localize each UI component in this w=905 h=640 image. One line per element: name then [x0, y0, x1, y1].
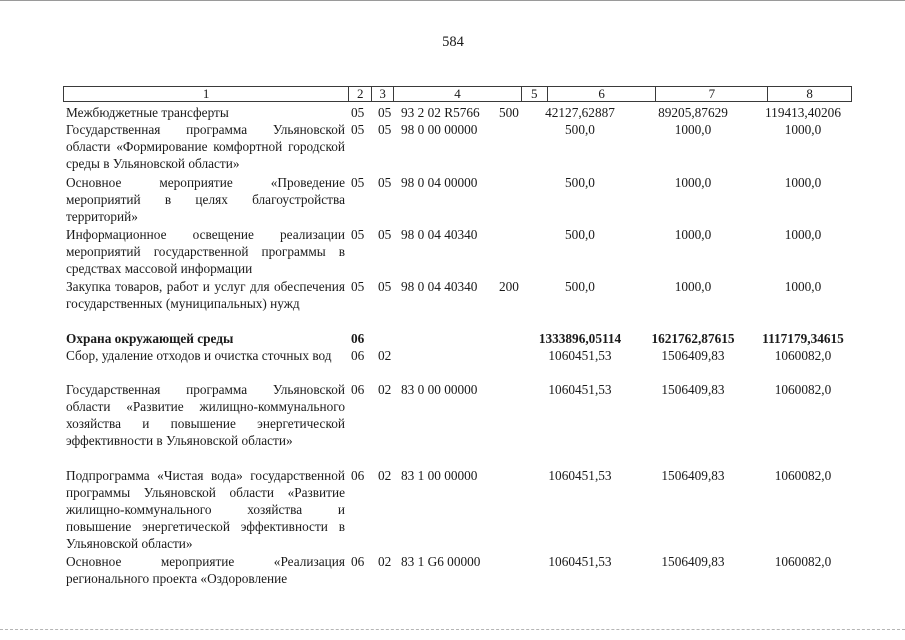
row-amount-3: 1000,0 — [784, 227, 822, 242]
row-name: Сбор, удаление отходов и очистка сточных вод — [66, 348, 332, 363]
row-name: Закупка товаров, работ и услуг для обеспечения государственных (муниципальных) нужд — [66, 279, 345, 311]
row-target-code: 98 0 04 00000 — [401, 175, 478, 190]
row-amount-1: 1060451,53 — [548, 382, 612, 397]
row-amount-3: 1060082,0 — [774, 348, 832, 363]
row-amount-1: 500,0 — [565, 122, 595, 137]
row-amount-2: 1000,0 — [674, 227, 712, 242]
row-amount-1: 1060451,53 — [548, 348, 612, 363]
row-amount-1: 1333896,05114 — [538, 331, 622, 346]
row-amount-2: 1506409,83 — [661, 348, 725, 363]
row-amount-1: 1060451,53 — [548, 468, 612, 483]
row-target-code: 93 2 02 R5766 — [401, 105, 480, 120]
row-amount-1: 500,0 — [565, 279, 595, 294]
row-amount-2: 1000,0 — [674, 279, 712, 294]
row-amount-1: 500,0 — [565, 227, 595, 242]
row-section: 06 — [351, 554, 365, 569]
row-section: 05 — [351, 105, 365, 120]
row-amount-2: 1000,0 — [674, 122, 712, 137]
row-subsection: 05 — [378, 175, 392, 190]
row-target-code: 83 0 00 00000 — [401, 382, 478, 397]
row-amount-1: 1060451,53 — [548, 554, 612, 569]
row-subsection: 02 — [378, 382, 392, 397]
row-amount-2: 1506409,83 — [661, 554, 725, 569]
row-subsection: 05 — [378, 122, 392, 137]
row-section: 06 — [351, 331, 365, 346]
row-section: 06 — [351, 468, 365, 483]
row-amount-3: 1000,0 — [784, 279, 822, 294]
row-amount-2: 1506409,83 — [661, 382, 725, 397]
header-col-4: 4 — [394, 87, 522, 101]
row-section: 05 — [351, 227, 365, 242]
row-target-code: 98 0 04 40340 — [401, 227, 478, 242]
row-name: Межбюджетные трансферты — [66, 105, 229, 120]
row-name: Основное мероприятие «Реализация регионального проекта «Оздоровление — [66, 554, 345, 586]
row-amount-3: 1000,0 — [784, 122, 822, 137]
row-target-code: 98 0 00 00000 — [401, 122, 478, 137]
row-amount-3: 1000,0 — [784, 175, 822, 190]
row-amount-3: 1060082,0 — [774, 554, 832, 569]
row-subsection: 05 — [378, 227, 392, 242]
row-amount-1: 42127,62887 — [545, 105, 615, 120]
row-subsection: 02 — [378, 348, 392, 363]
header-col-5: 5 — [522, 87, 548, 101]
header-col-2: 2 — [349, 87, 372, 101]
row-target-code: 83 1 00 00000 — [401, 468, 478, 483]
row-name: Охрана окружающей среды — [66, 331, 234, 346]
row-subsection: 02 — [378, 554, 392, 569]
row-amount-2: 1621762,87615 — [651, 331, 735, 346]
header-col-1: 1 — [64, 87, 349, 101]
row-amount-3: 1060082,0 — [774, 382, 832, 397]
row-name: Государственная программа Ульяновской области «Развитие жилищно-коммунального хозяйства и повышение энергетической эффективности в Ульяновской области» — [66, 382, 345, 448]
row-amount-3: 1060082,0 — [774, 468, 832, 483]
header-col-3: 3 — [372, 87, 394, 101]
header-col-8: 8 — [806, 86, 813, 101]
row-amount-2: 1506409,83 — [661, 468, 725, 483]
row-amount-1: 500,0 — [565, 175, 595, 190]
row-expense-type: 500 — [499, 105, 519, 120]
row-name: Информационное освещение реализации мероприятий государственной программы в средствах массовой информации — [66, 227, 345, 276]
row-subsection: 02 — [378, 468, 392, 483]
row-section: 05 — [351, 122, 365, 137]
row-subsection: 05 — [378, 279, 392, 294]
row-name: Государственная программа Ульяновской области «Формирование комфортной городской среды в Ульяновской области» — [66, 122, 345, 171]
row-name: Основное мероприятие «Проведение мероприятий в целях благоустройства территорий» — [66, 175, 345, 224]
row-expense-type: 200 — [499, 279, 519, 294]
row-target-code: 83 1 G6 00000 — [401, 554, 481, 569]
row-section: 05 — [351, 279, 365, 294]
row-subsection: 05 — [378, 105, 392, 120]
header-col-7: 7 — [656, 87, 768, 101]
row-section: 05 — [351, 175, 365, 190]
row-section: 06 — [351, 348, 365, 363]
row-amount-3: 119413,40206 — [765, 105, 841, 120]
row-amount-2: 1000,0 — [674, 175, 712, 190]
row-amount-3: 1117179,34615 — [762, 331, 844, 346]
header-col-6: 6 — [548, 87, 657, 101]
row-amount-2: 89205,87629 — [658, 105, 728, 120]
page-number: 584 — [442, 34, 464, 50]
row-target-code: 98 0 04 40340 — [401, 279, 478, 294]
row-name: Подпрограмма «Чистая вода» государственной программы Ульяновской области «Развитие жилищно-коммунального хозяйства и повышение энергетической эффективности в Ульяновской области» — [66, 468, 345, 551]
row-section: 06 — [351, 382, 365, 397]
